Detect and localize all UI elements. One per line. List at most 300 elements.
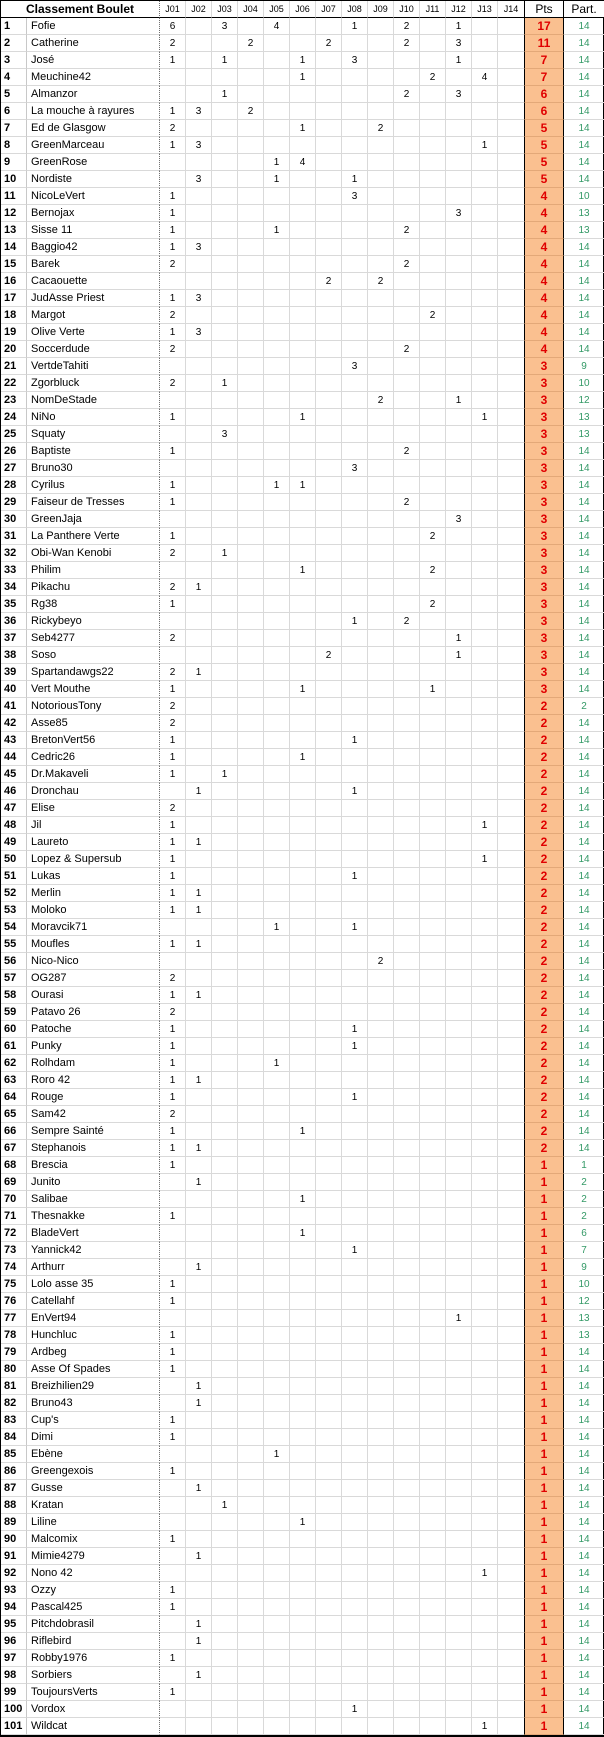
day-cell [394, 647, 420, 664]
part-cell: 14 [564, 953, 604, 970]
day-cell [394, 545, 420, 562]
day-cell [186, 1310, 212, 1327]
day-cell [368, 1259, 394, 1276]
day-cell [264, 392, 290, 409]
day-cell [238, 1191, 264, 1208]
table-row [1, 1344, 603, 1361]
day-cell [342, 1191, 368, 1208]
part-cell: 10 [564, 1276, 604, 1293]
day-cell [368, 834, 394, 851]
day-cell [186, 630, 212, 647]
day-cell [238, 120, 264, 137]
day-cell [238, 987, 264, 1004]
day-cell [498, 715, 524, 732]
day-cell [238, 205, 264, 222]
day-cell [186, 1157, 212, 1174]
table-row [1, 1395, 603, 1412]
day-cell [160, 1395, 186, 1412]
day-cell [290, 1106, 316, 1123]
day-cell [394, 358, 420, 375]
table-row [1, 1106, 603, 1123]
table-row [1, 579, 603, 596]
day-cell [446, 239, 472, 256]
day-cell [342, 1004, 368, 1021]
rank-cell: 59 [1, 1004, 27, 1021]
day-cell [368, 851, 394, 868]
day-cell [238, 1463, 264, 1480]
day-cell: 1 [342, 732, 368, 749]
day-cell [264, 443, 290, 460]
table-row [1, 715, 603, 732]
day-cell: 1 [160, 239, 186, 256]
day-cell [446, 902, 472, 919]
day-cell [238, 443, 264, 460]
day-cell [472, 919, 498, 936]
day-cell [368, 1004, 394, 1021]
day-cell [498, 409, 524, 426]
day-cell [368, 154, 394, 171]
day-cell [420, 1446, 446, 1463]
day-cell [342, 1514, 368, 1531]
day-cell [472, 936, 498, 953]
pts-cell: 3 [524, 596, 564, 613]
player-name: Fofie [27, 18, 160, 35]
day-cell: 1 [160, 222, 186, 239]
day-cell: 1 [342, 1038, 368, 1055]
day-cell [342, 1140, 368, 1157]
day-cell [394, 800, 420, 817]
pts-cell: 5 [524, 154, 564, 171]
rank-cell: 34 [1, 579, 27, 596]
day-cell [238, 1616, 264, 1633]
table-row [1, 443, 603, 460]
day-cell [238, 1361, 264, 1378]
day-cell [498, 1395, 524, 1412]
part-cell: 9 [564, 358, 604, 375]
day-cell [342, 1327, 368, 1344]
rank-cell: 88 [1, 1497, 27, 1514]
day-cell [238, 1174, 264, 1191]
day-cell [238, 1004, 264, 1021]
day-cell [420, 1531, 446, 1548]
day-cell [342, 698, 368, 715]
day-cell [342, 528, 368, 545]
day-cell [212, 69, 238, 86]
day-cell [238, 936, 264, 953]
part-cell: 14 [564, 919, 604, 936]
day-cell [316, 307, 342, 324]
rank-cell: 101 [1, 1718, 27, 1735]
day-cell: 1 [160, 1208, 186, 1225]
day-cell [316, 324, 342, 341]
day-cell [394, 851, 420, 868]
day-cell [420, 222, 446, 239]
rank-cell: 19 [1, 324, 27, 341]
part-cell: 14 [564, 1395, 604, 1412]
day-cell [212, 460, 238, 477]
day-cell [498, 1293, 524, 1310]
table-row [1, 1174, 603, 1191]
day-cell [472, 188, 498, 205]
player-name: Laureto [27, 834, 160, 851]
table-row [1, 18, 603, 35]
day-cell [446, 1191, 472, 1208]
rank-cell: 57 [1, 970, 27, 987]
day-cell [420, 1208, 446, 1225]
day-cell [238, 154, 264, 171]
day-cell: 2 [394, 443, 420, 460]
day-cell [446, 1276, 472, 1293]
day-cell [446, 307, 472, 324]
day-cell [290, 18, 316, 35]
day-cell [498, 1208, 524, 1225]
day-cell [368, 1701, 394, 1718]
table-row [1, 1157, 603, 1174]
day-cell [420, 1599, 446, 1616]
part-cell: 14 [564, 460, 604, 477]
day-cell [316, 596, 342, 613]
pts-cell: 1 [524, 1191, 564, 1208]
rank-cell: 32 [1, 545, 27, 562]
rank-cell: 65 [1, 1106, 27, 1123]
day-cell [264, 375, 290, 392]
pts-cell: 2 [524, 766, 564, 783]
day-cell [472, 1327, 498, 1344]
day-cell [290, 664, 316, 681]
day-cell [368, 426, 394, 443]
day-cell [446, 1004, 472, 1021]
day-cell [264, 1157, 290, 1174]
day-cell [238, 562, 264, 579]
day-cell [368, 902, 394, 919]
day-cell [498, 664, 524, 681]
day-cell [264, 69, 290, 86]
day-cell [316, 1191, 342, 1208]
part-cell: 14 [564, 902, 604, 919]
day-cell [264, 188, 290, 205]
day-cell [498, 426, 524, 443]
day-cell [498, 1429, 524, 1446]
day-cell [212, 1667, 238, 1684]
day-cell [368, 579, 394, 596]
part-cell: 2 [564, 1174, 604, 1191]
day-cell [446, 732, 472, 749]
day-cell [290, 392, 316, 409]
day-cell [212, 1412, 238, 1429]
day-cell [186, 1293, 212, 1310]
day-cell [316, 1565, 342, 1582]
day-cell [420, 1327, 446, 1344]
day-cell: 1 [186, 885, 212, 902]
day-cell: 1 [160, 817, 186, 834]
day-cell: 1 [264, 171, 290, 188]
day-cell [498, 579, 524, 596]
table-row [1, 1038, 603, 1055]
day-cell [290, 426, 316, 443]
player-name: Robby1976 [27, 1650, 160, 1667]
day-cell [394, 477, 420, 494]
pts-cell: 3 [524, 443, 564, 460]
day-cell [290, 596, 316, 613]
day-cell [264, 545, 290, 562]
table-row [1, 783, 603, 800]
day-cell: 2 [160, 800, 186, 817]
day-cell: 1 [446, 392, 472, 409]
day-cell [420, 154, 446, 171]
day-cell: 1 [186, 664, 212, 681]
day-cell [264, 1514, 290, 1531]
day-cell [264, 1650, 290, 1667]
rank-cell: 13 [1, 222, 27, 239]
day-cell [264, 596, 290, 613]
day-cell: 1 [420, 681, 446, 698]
day-cell [290, 460, 316, 477]
day-cell [212, 154, 238, 171]
pts-cell: 1 [524, 1480, 564, 1497]
rank-cell: 71 [1, 1208, 27, 1225]
table-row [1, 86, 603, 103]
day-cell [394, 834, 420, 851]
day-cell [368, 1327, 394, 1344]
rank-cell: 51 [1, 868, 27, 885]
day-cell: 1 [186, 1174, 212, 1191]
day-cell [290, 1429, 316, 1446]
day-cell [368, 987, 394, 1004]
day-cell [394, 290, 420, 307]
day-cell [394, 698, 420, 715]
table-row [1, 732, 603, 749]
player-name: Sorbiers [27, 1667, 160, 1684]
day-cell [238, 1548, 264, 1565]
rank-cell: 63 [1, 1072, 27, 1089]
day-cell: 2 [238, 103, 264, 120]
part-cell: 14 [564, 885, 604, 902]
pts-cell: 1 [524, 1514, 564, 1531]
day-cell: 1 [342, 1021, 368, 1038]
player-name: Seb4277 [27, 630, 160, 647]
day-cell [316, 1293, 342, 1310]
day-cell: 1 [160, 1055, 186, 1072]
day-cell [160, 647, 186, 664]
day-cell [498, 1531, 524, 1548]
day-cell [342, 443, 368, 460]
pts-cell: 4 [524, 273, 564, 290]
day-cell [160, 613, 186, 630]
part-cell: 14 [564, 1616, 604, 1633]
day-cell [290, 970, 316, 987]
day-cell [420, 1565, 446, 1582]
day-cell [498, 1514, 524, 1531]
day-cell [342, 35, 368, 52]
rank-cell: 33 [1, 562, 27, 579]
day-cell [498, 120, 524, 137]
day-cell [342, 1497, 368, 1514]
table-row [1, 834, 603, 851]
rank-cell: 25 [1, 426, 27, 443]
day-cell [316, 545, 342, 562]
day-cell [160, 1497, 186, 1514]
day-cell [238, 69, 264, 86]
day-cell [238, 1225, 264, 1242]
day-cell [212, 1072, 238, 1089]
day-cell [212, 1633, 238, 1650]
day-cell [472, 35, 498, 52]
day-cell [290, 1616, 316, 1633]
rank-cell: 79 [1, 1344, 27, 1361]
rank-cell: 29 [1, 494, 27, 511]
day-cell [394, 52, 420, 69]
pts-cell: 2 [524, 698, 564, 715]
part-cell: 14 [564, 834, 604, 851]
table-row [1, 902, 603, 919]
day-cell [394, 273, 420, 290]
day-cell [186, 528, 212, 545]
day-cell [342, 1225, 368, 1242]
day-cell [498, 307, 524, 324]
day-cell [368, 324, 394, 341]
player-name: Cyrilus [27, 477, 160, 494]
pts-cell: 2 [524, 987, 564, 1004]
pts-cell: 1 [524, 1548, 564, 1565]
day-cell [186, 613, 212, 630]
day-cell [368, 1310, 394, 1327]
day-cell [394, 715, 420, 732]
table-row [1, 494, 603, 511]
day-cell [342, 885, 368, 902]
day-cell: 1 [264, 919, 290, 936]
day-cell [498, 647, 524, 664]
day-cell [420, 1378, 446, 1395]
day-cell [342, 579, 368, 596]
day-cell [186, 681, 212, 698]
day-cell [160, 1633, 186, 1650]
day-cell [290, 834, 316, 851]
part-cell: 14 [564, 1514, 604, 1531]
part-cell: 10 [564, 375, 604, 392]
pts-cell: 1 [524, 1718, 564, 1735]
day-cell [160, 392, 186, 409]
day-cell [238, 1038, 264, 1055]
day-cell [238, 426, 264, 443]
day-cell [498, 1276, 524, 1293]
day-cell [212, 834, 238, 851]
day-cell [498, 1310, 524, 1327]
day-cell [238, 1242, 264, 1259]
day-cell [420, 1004, 446, 1021]
day-cell [394, 1259, 420, 1276]
pts-cell: 1 [524, 1242, 564, 1259]
table-row [1, 1718, 603, 1735]
rank-cell: 17 [1, 290, 27, 307]
part-cell: 14 [564, 256, 604, 273]
pts-cell: 3 [524, 409, 564, 426]
pts-cell: 3 [524, 494, 564, 511]
day-cell [264, 86, 290, 103]
pts-cell: 1 [524, 1429, 564, 1446]
day-cell [212, 1208, 238, 1225]
table-row [1, 290, 603, 307]
day-cell [498, 1480, 524, 1497]
table-row [1, 1327, 603, 1344]
day-cell [498, 902, 524, 919]
day-cell [290, 715, 316, 732]
day-cell [316, 817, 342, 834]
day-cell [498, 1565, 524, 1582]
day-cell [238, 273, 264, 290]
day-cell [368, 1293, 394, 1310]
day-cell [368, 86, 394, 103]
part-cell: 14 [564, 596, 604, 613]
day-cell [212, 1038, 238, 1055]
day-cell [186, 970, 212, 987]
day-cell [238, 970, 264, 987]
day-cell [316, 1242, 342, 1259]
pts-cell: 2 [524, 902, 564, 919]
day-cell [212, 562, 238, 579]
pts-cell: 2 [524, 868, 564, 885]
pts-cell: 1 [524, 1531, 564, 1548]
player-name: NicoLeVert [27, 188, 160, 205]
day-cell: 1 [264, 1446, 290, 1463]
part-cell: 14 [564, 715, 604, 732]
day-cell [290, 1327, 316, 1344]
day-cell [238, 732, 264, 749]
day-cell [394, 1276, 420, 1293]
day-cell [446, 1208, 472, 1225]
day-cell [394, 783, 420, 800]
day-cell: 2 [420, 69, 446, 86]
day-cell [394, 1242, 420, 1259]
day-cell [472, 868, 498, 885]
day-cell [264, 120, 290, 137]
player-name: Gusse [27, 1480, 160, 1497]
day-cell: 1 [290, 749, 316, 766]
day-cell [160, 460, 186, 477]
player-name: Olive Verte [27, 324, 160, 341]
day-cell [316, 1310, 342, 1327]
day-cell [342, 1650, 368, 1667]
day-cell [368, 936, 394, 953]
day-cell [498, 1463, 524, 1480]
rank-cell: 60 [1, 1021, 27, 1038]
day-cell: 1 [290, 681, 316, 698]
day-cell [446, 715, 472, 732]
day-cell [420, 545, 446, 562]
day-cell [186, 426, 212, 443]
day-cell [264, 1684, 290, 1701]
day-cell [238, 1684, 264, 1701]
day-cell [238, 664, 264, 681]
player-name: Mimie4279 [27, 1548, 160, 1565]
day-cell [394, 1310, 420, 1327]
day-cell [212, 290, 238, 307]
day-cell [212, 596, 238, 613]
day-cell [264, 1718, 290, 1735]
day-cell [290, 307, 316, 324]
day-cell: 3 [446, 86, 472, 103]
day-cell [238, 698, 264, 715]
rank-cell: 6 [1, 103, 27, 120]
day-cell [420, 1548, 446, 1565]
day-cell [498, 1650, 524, 1667]
rank-cell: 22 [1, 375, 27, 392]
player-name: Cedric26 [27, 749, 160, 766]
day-cell [212, 1361, 238, 1378]
day-cell [342, 409, 368, 426]
day-cell [394, 1633, 420, 1650]
day-cell [238, 1531, 264, 1548]
player-name: Ardbeg [27, 1344, 160, 1361]
